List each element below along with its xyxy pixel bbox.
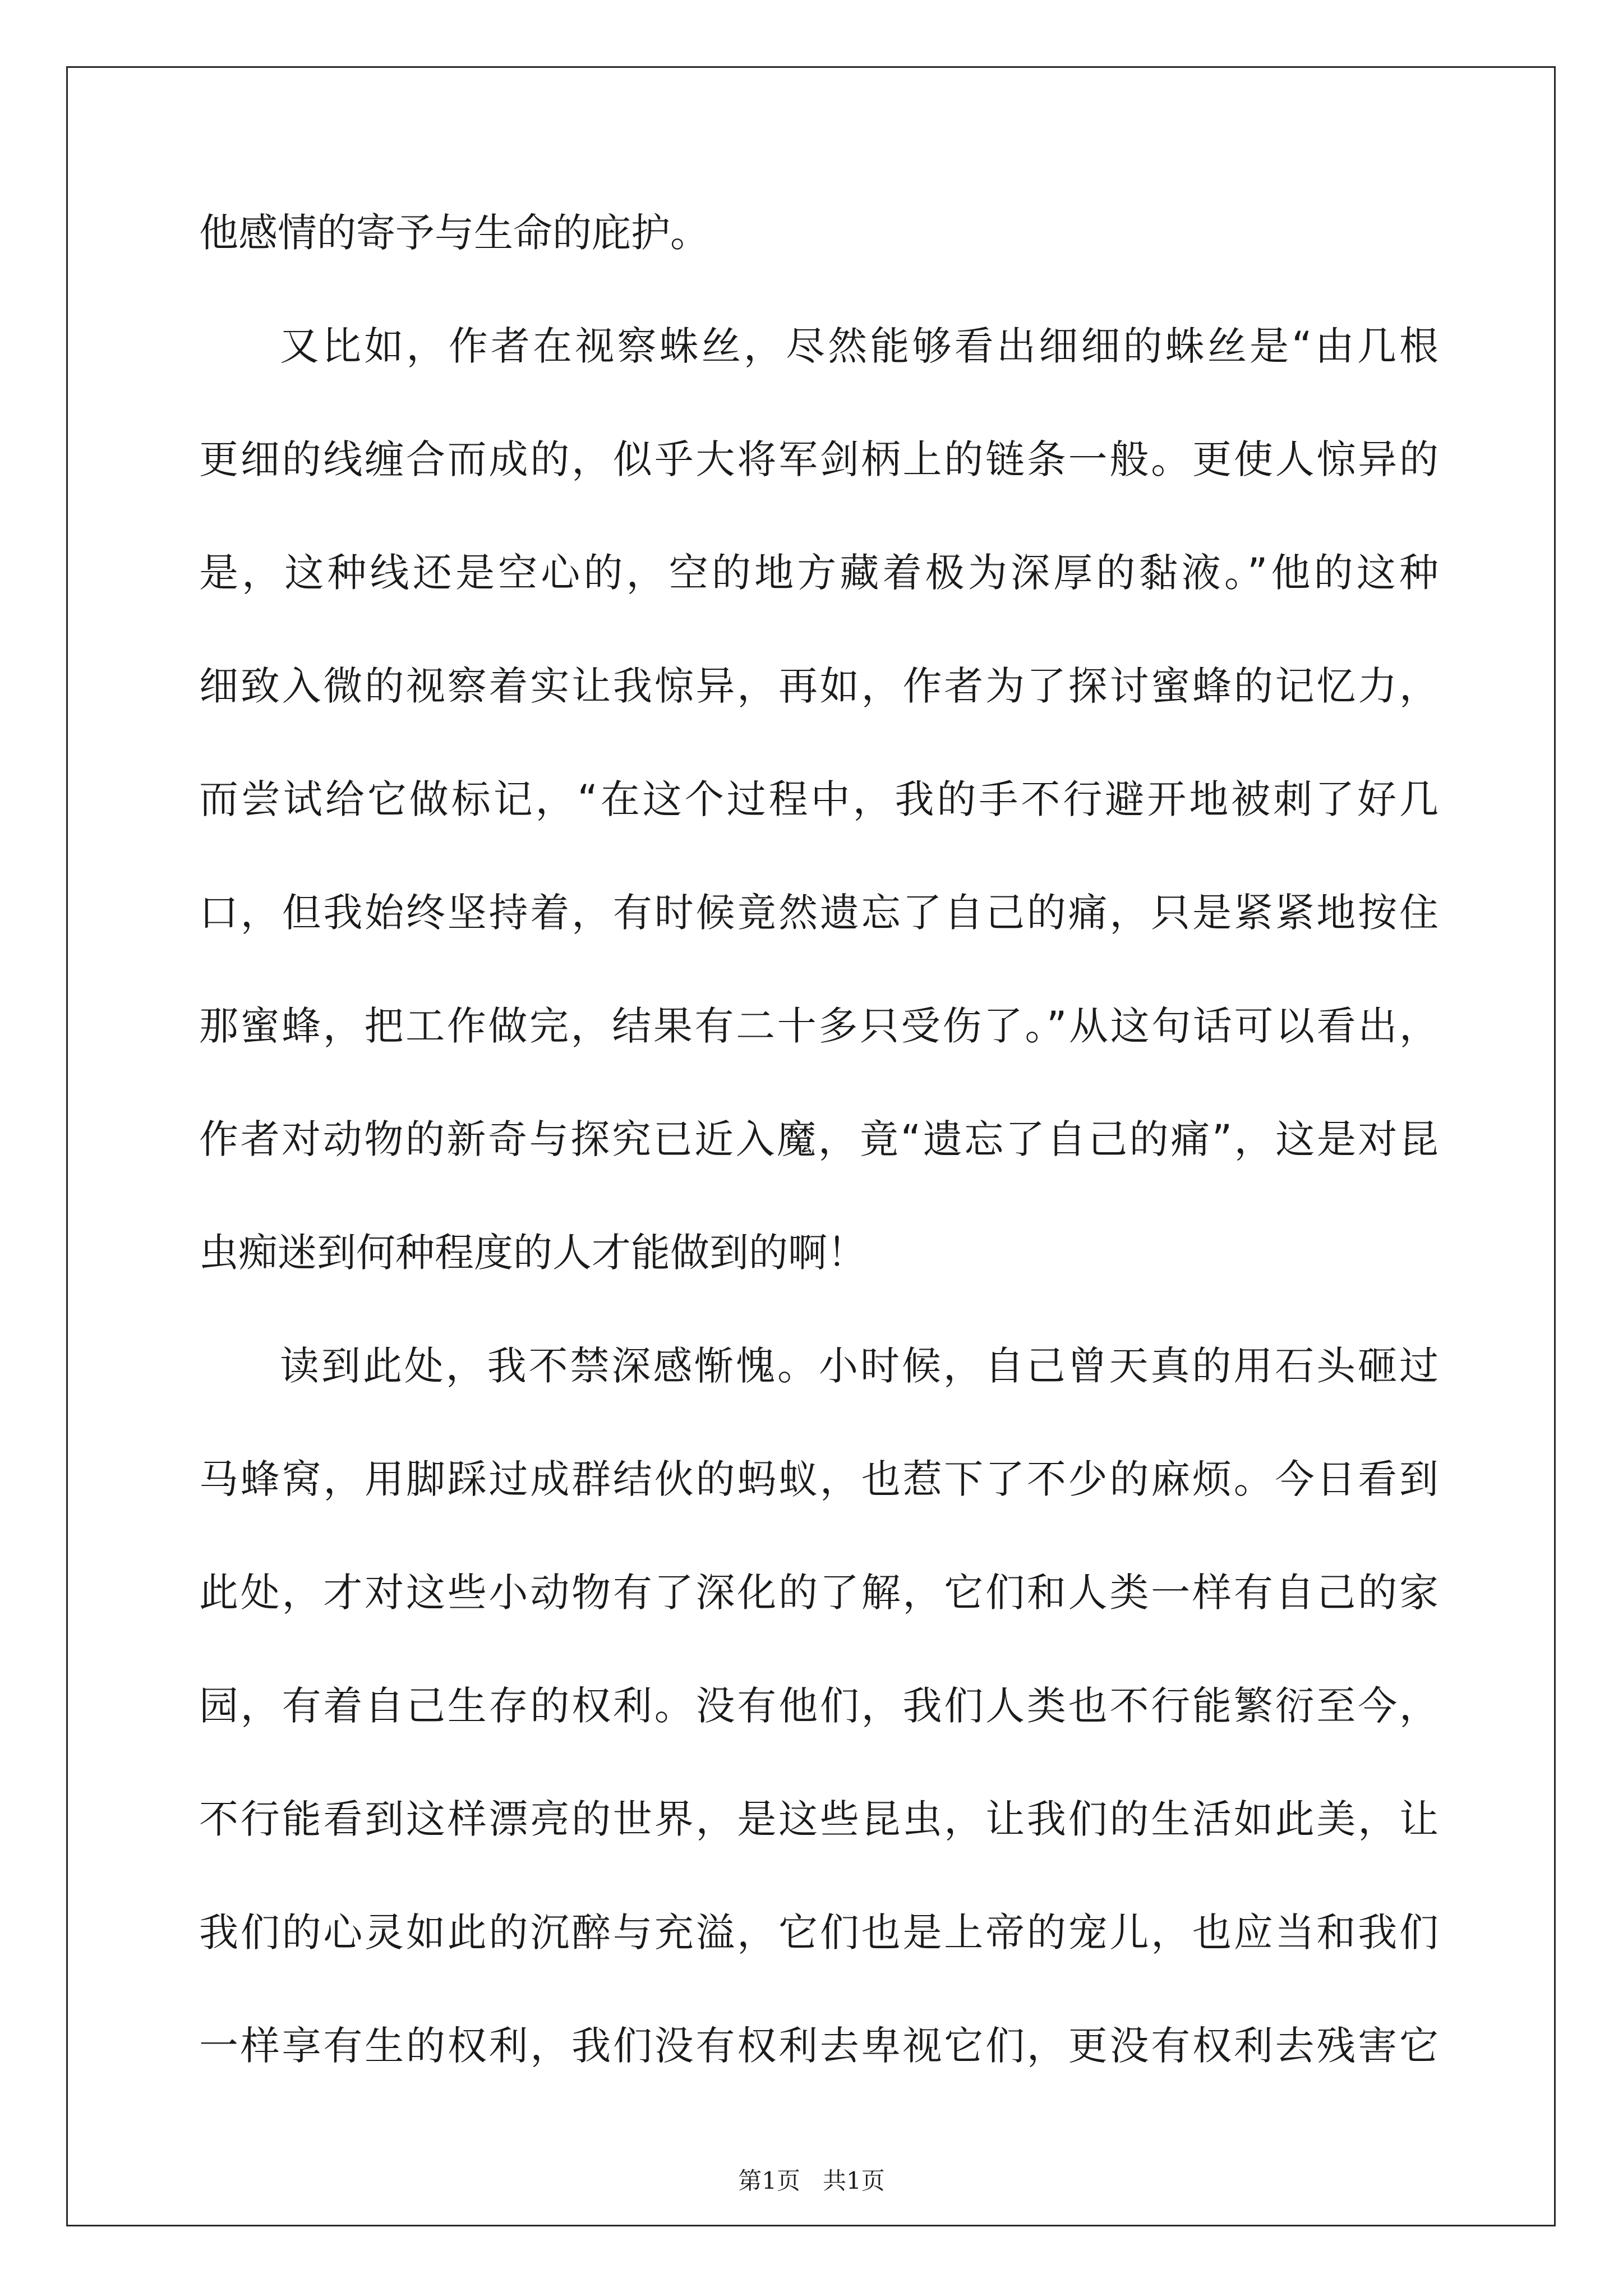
text-line: 读到此处，我不禁深感惭愧。小时候，自己曾天真的用石头砸过 [280, 1343, 1438, 1389]
text-line: 那蜜蜂，把工作做完，结果有二十多只受伤了。”从这句话可以看出， [199, 1003, 1438, 1049]
text-line: 他感情的寄予与生命的庇护。 [199, 210, 709, 256]
text-line: 而尝试给它做标记，“在这个过程中，我的手不行避开地被刺了好几 [199, 776, 1438, 822]
text-line: 口，但我始终坚持着，有时候竟然遗忘了自己的痛，只是紧紧地按住 [199, 890, 1438, 936]
page-number: 第1页 [738, 2167, 800, 2194]
text-line: 此处，才对这些小动物有了深化的了解，它们和人类一样有自己的家 [199, 1570, 1438, 1616]
text-line: 细致入微的视察着实让我惊异，再如，作者为了探讨蜜蜂的记忆力， [199, 663, 1438, 709]
text-line: 作者对动物的新奇与探究已近入魔，竟“遗忘了自己的痛”，这是对昆 [199, 1116, 1438, 1162]
text-line: 是，这种线还是空心的，空的地方藏着极为深厚的黏液。”他的这种 [199, 550, 1438, 596]
text-line: 虫痴迷到何种程度的人才能做到的啊！ [199, 1230, 866, 1276]
text-line: 不行能看到这样漂亮的世界，是这些昆虫，让我们的生活如此美，让 [199, 1796, 1438, 1842]
text-line: 我们的心灵如此的沉醉与充溢，它们也是上帝的宠儿，也应当和我们 [199, 1910, 1438, 1955]
text-line: 园，有着自己生存的权利。没有他们，我们人类也不行能繁衍至今， [199, 1683, 1438, 1729]
text-line: 又比如，作者在视察蛛丝，尽然能够看出细细的蛛丝是“由几根 [280, 323, 1438, 369]
text-line: 一样享有生的权利，我们没有权利去卑视它们，更没有权利去残害它 [199, 2023, 1438, 2069]
page-total: 共1页 [823, 2167, 885, 2194]
text-line: 更细的线缠合而成的，似乎大将军剑柄上的链条一般。更使人惊异的 [199, 436, 1438, 482]
page-footer [0, 2164, 1623, 2198]
text-line: 马蜂窝，用脚踩过成群结伙的蚂蚁，也惹下了不少的麻烦。今日看到 [199, 1456, 1438, 1502]
